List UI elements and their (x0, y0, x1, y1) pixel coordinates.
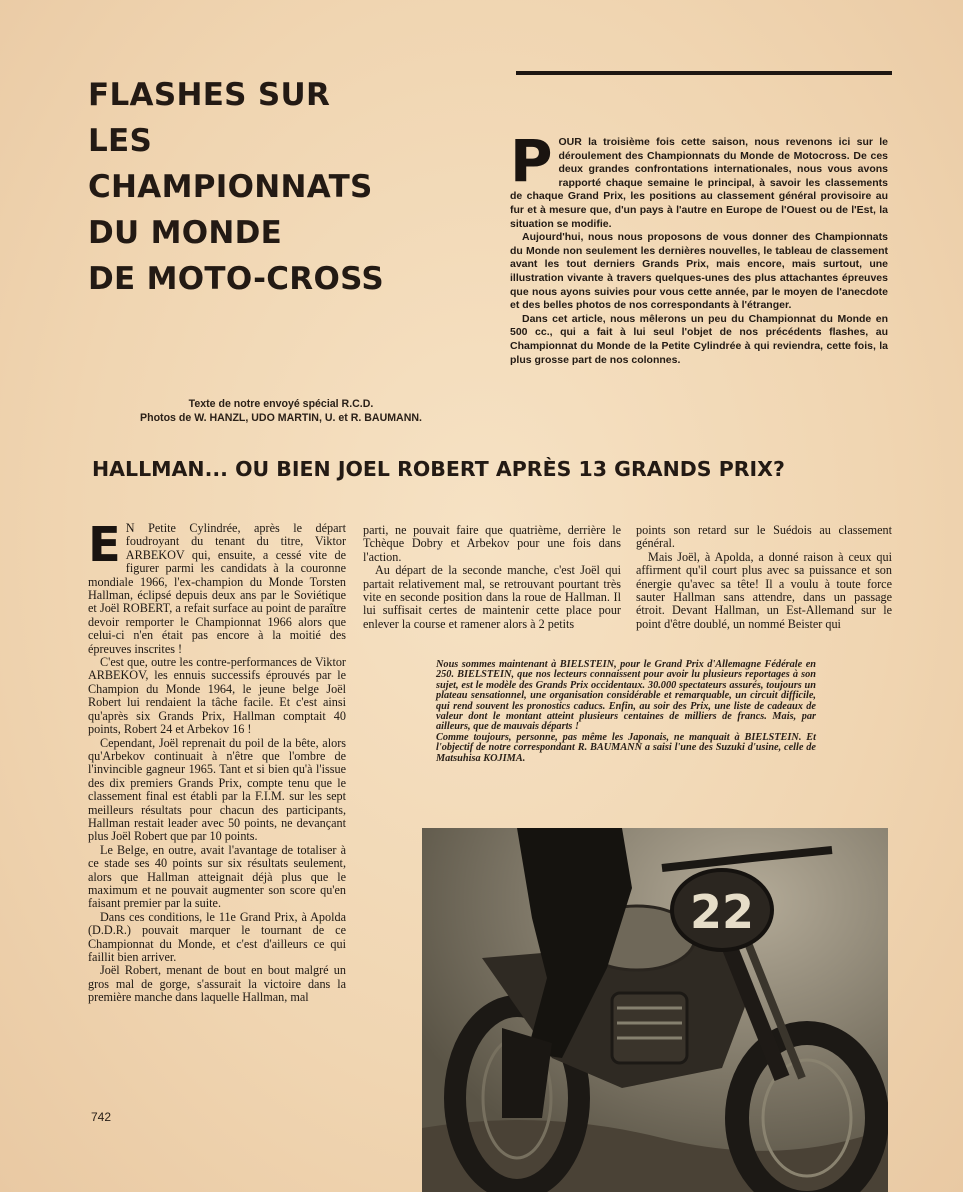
body-paragraph: parti, ne pouvait faire que quatrième, derrière le Tchèque Dobry et Arbekov pour une fois dans l'action. (363, 523, 621, 564)
body-paragraph: C'est que, outre les contre-performances de Viktor ARBEKOV, les ennuis successifs éprouvés par le Champion du Monde 1964, le jeune belge Joël Robert lui rendaient la tâche facile. Et c'est ainsi qu'après six Grands Prix, Hallman comptait 40 points, Robert 24 et Arbekov 16 ! (88, 655, 346, 737)
body-column-2 (363, 524, 621, 631)
intro-text (510, 127, 888, 367)
motocross-photo (422, 828, 888, 1192)
intro-paragraph: Aujourd'hui, nous nous proposons de vous donner des Championnats du Monde non seulement les dernières nouvelles, le tableau de classement avant les tout derniers Grands Prix, mais encore, mais surtout, une illustration vivante à travers quelques-unes des plus attachantes épreuves que nous ayons suivies pour vous cette année, par le moyen de l'anecdote et des belles photos de nos correspondants à l'étranger. (510, 231, 888, 312)
article-title (88, 72, 428, 302)
body-paragraph: points son retard sur le Suédois au classement général. (636, 523, 892, 551)
caption-paragraph: Comme toujours, personne, pas même les Japonais, ne manquait à BIELSTEIN. Et l'objectif de notre correspondant R. BAUMANN a saisi l'une des Suzuki d'usine, celle de Matsuhisa KOJIMA. (436, 731, 816, 764)
body-paragraph: Mais Joël, à Apolda, a donné raison à ceux qui affirment qu'il court plus avec sa puissance et son énergie qu'avec sa tête! Il a voulu à toute force sauter Hallman sans attendre, dans un passage étroit. Devant Hallman, un Est-Allemand sur le point d'être doublé, un nommé Beister qui (636, 549, 892, 631)
plate-number: 22 (689, 885, 755, 939)
body-paragraph: Dans ces conditions, le 11e Grand Prix, à Apolda (D.D.R.) pouvait marquer le tournant de ce Championnat du Monde, et c'est d'ailleurs ce qui faillit bien arriver. (88, 909, 346, 964)
body-column-1 (88, 517, 346, 1005)
number-plate (672, 870, 772, 950)
title-line: DE MOTO-CROSS (88, 261, 384, 297)
body-paragraph: Au départ de la seconde manche, c'est Joël qui partait relativement mal, se retrouvant pourtant très vite en seconde position dans la roue de Hallman. Il lui suffisait certes de maintenir cette place pour enlever la course et ramener alors à 2 petits (363, 563, 621, 631)
credits (88, 397, 474, 425)
title-line: CHAMPIONNATS (88, 169, 373, 205)
body-dropcap: E (88, 517, 121, 573)
title-line: DU MONDE (88, 215, 283, 251)
credit-text: Texte de notre envoyé spécial R.C.D. (188, 398, 374, 410)
section-headline: HALLMAN... OU BIEN JOEL ROBERT APRÈS 13 GRANDS PRIX? (92, 457, 785, 481)
photo-caption (436, 660, 816, 764)
body-paragraph: Cependant, Joël reprenait du poil de la bête, alors qu'Arbekov continuait à n'être que l'ombre de l'invincible gagneur 1965. Tant et si bien qu'à l'issue des dix premiers Grands Prix, compte tenu que le classement final est établi par la F.I.M. sur les sept meilleurs résultats pour chacun des participants, Hallman restait leader avec 50 points, ne devançant plus Joël Robert que par 10 points. (88, 735, 346, 844)
body-paragraph: Le Belge, en outre, avait l'avantage de totaliser à ce stade ses 40 points sur six résultats seulement, alors que Hallman atteignait déjà plus que le maximum et ne pouvait augmenter son score qu'en faisant premier par la suite. (88, 842, 346, 911)
caption-paragraph: Nous sommes maintenant à BIELSTEIN, pour le Grand Prix d'Allemagne Fédérale en 250. BIELSTEIN, que nos lecteurs connaissent pour avoir lu plusieurs reportages à son sujet, est le modèle des Grands Prix occidentaux. 30.000 spectateurs assurés, toujours un plateau sensationnel, une organisation considérable et remarquable, un circuit difficile, qui rend souvent les pronostics caducs. Enfin, au soir des Prix, une liste de cadeaux de valeur dont le montant atteint plusieurs centaines de milliers de francs. Mais, par ailleurs, que de mauvais départs ! (436, 659, 816, 733)
title-line: FLASHES SUR (88, 77, 331, 113)
title-line: LES (88, 123, 153, 159)
body-paragraph: N Petite Cylindrée, après le départ foudroyant du tenant du titre, Viktor ARBEKOV qui, ensuite, a cessé vite de figurer parmi les candidats à la couronne mondiale 1966, l'ex-champion du Monde Torsten Hallman, éclipsé depuis deux ans par le Soviétique et Joël ROBERT, a refait surface au point de paraître devoir remporter le Championnat 1966 alors que celui-ci n'en était pas encore à la moitié des épreuves inscrites ! (88, 521, 346, 656)
intro-dropcap: P (510, 127, 553, 195)
intro-paragraph: OUR la troisième fois cette saison, nous revenons ici sur le déroulement des Championnats du Monde de Motocross. De ces deux grandes confrontations internationales, nous vous avons rapporté chaque semaine le principal, à savoir les classements de chaque Grand Prix, les positions au classement général provisoire au fur et à mesure que, d'un pays à l'autre en Europe de l'Ouest ou de l'Est, la situation se modifie. (510, 136, 888, 230)
body-paragraph: Joël Robert, menant de bout en bout malgré un gros mal de gorge, s'assurait la victoire dans la première manche dans laquelle Hallman, mal (88, 963, 346, 1005)
intro-paragraph: Dans cet article, nous mêlerons un peu du Championnat du Monde en 500 cc., qui a fait à lui seul l'objet de nos précédents flashes, au Championnat du Monde de la Petite Cylindrée à qui reviendra, cette fois, la plus grosse part de nos colonnes. (510, 312, 888, 366)
body-column-3 (636, 524, 892, 631)
page-number: 742 (91, 1110, 112, 1124)
credit-photos: Photos de W. HANZL, UDO MARTIN, U. et R. BAUMANN. (140, 412, 422, 424)
motorcycle-illustration (422, 828, 888, 1192)
top-rule (516, 71, 892, 75)
